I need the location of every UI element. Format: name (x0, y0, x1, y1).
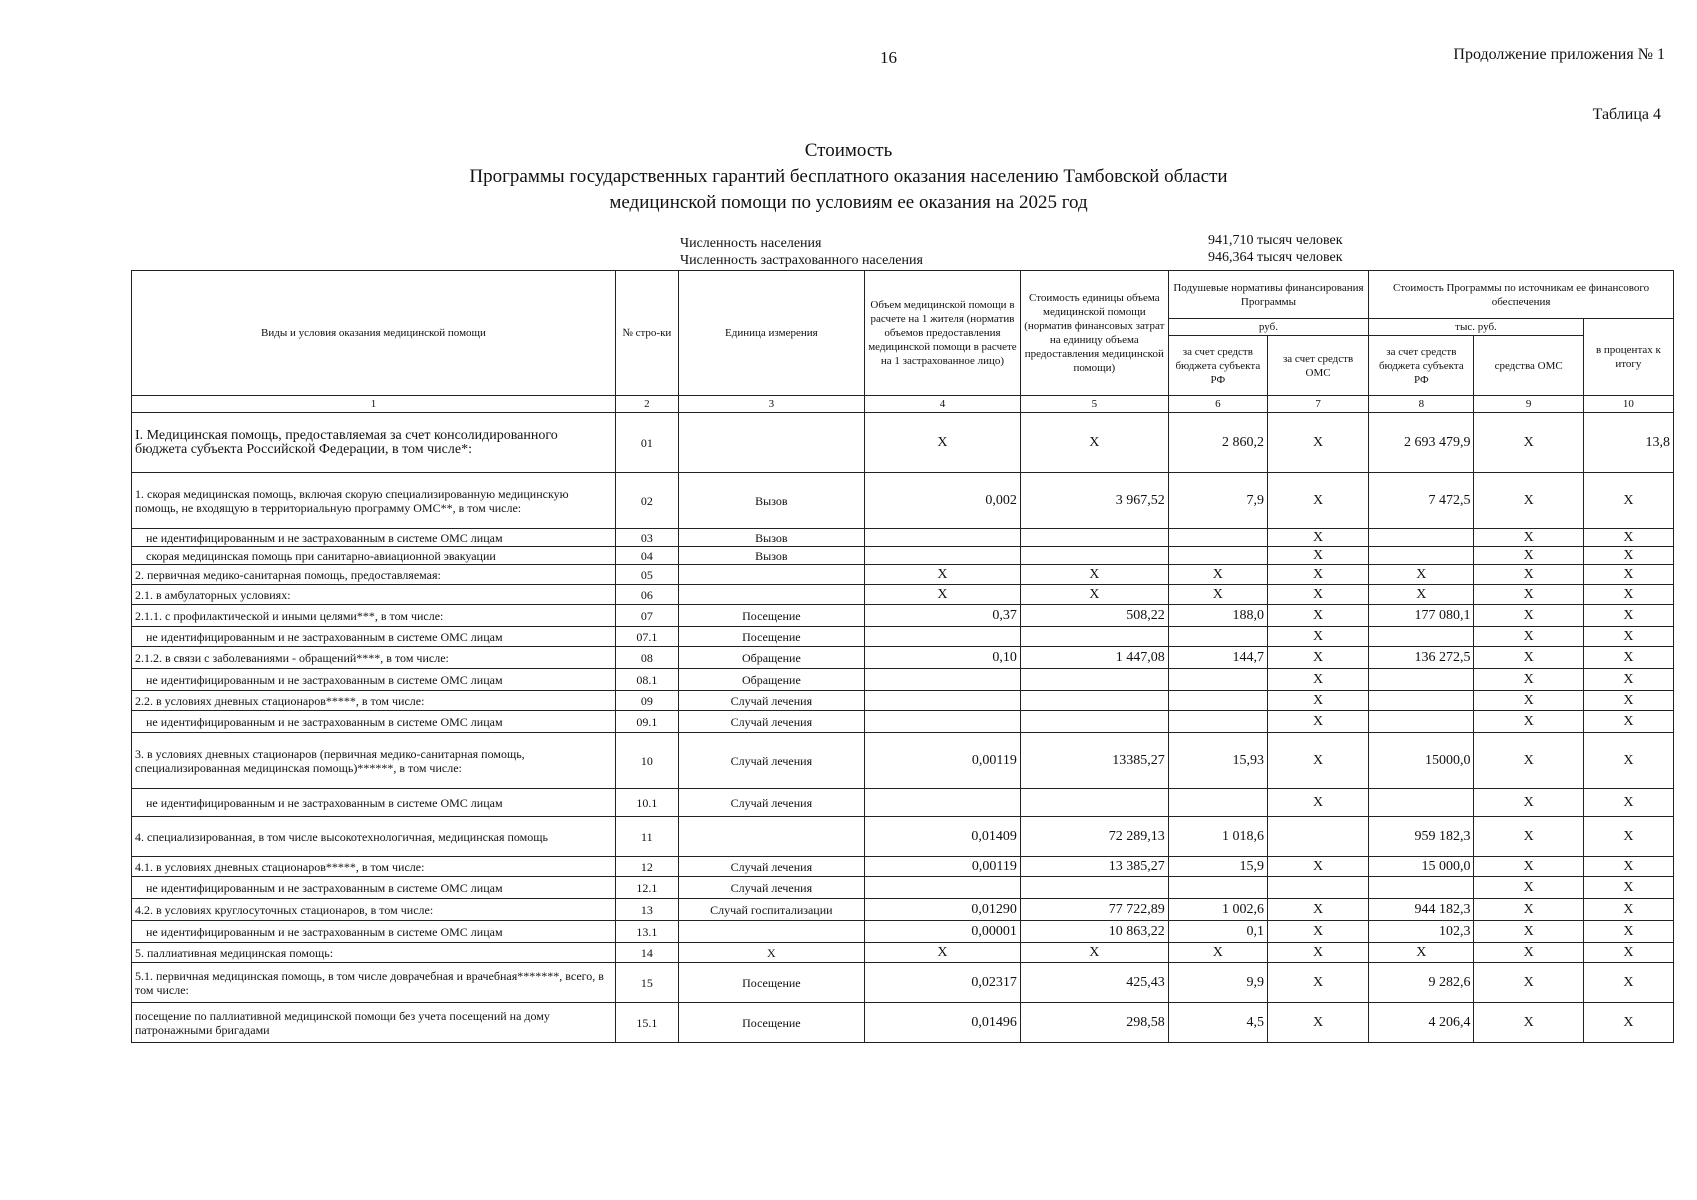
cell-c10: X (1583, 565, 1673, 585)
cell-c10: X (1583, 817, 1673, 857)
cell-c10: X (1583, 547, 1673, 565)
cell-c6: 9,9 (1168, 963, 1267, 1003)
cell-c5: X (1020, 943, 1168, 963)
col-number: 7 (1267, 396, 1368, 413)
cell-c5: 425,43 (1020, 963, 1168, 1003)
cell-c7: X (1267, 669, 1368, 691)
cell-c8: 177 080,1 (1369, 605, 1474, 627)
col-group-per-capita: Подушевые нормативы финансирования Программы (1168, 271, 1368, 319)
cell-c9: X (1474, 605, 1583, 627)
cell-c4: X (865, 413, 1021, 473)
cell-c4 (865, 669, 1021, 691)
col-number: 4 (865, 396, 1021, 413)
col-header-oms-per-capita: за счет средств ОМС (1267, 336, 1368, 396)
cell-c4: 0,00001 (865, 921, 1021, 943)
cell-c8: X (1369, 565, 1474, 585)
row-name: 4. специализированная, в том числе высокотехнологичная, медицинская помощь (132, 817, 616, 857)
cell-c6: 1 018,6 (1168, 817, 1267, 857)
table-row (132, 547, 1674, 565)
row-unit: Случай лечения (678, 711, 864, 733)
cell-c9: X (1474, 899, 1583, 921)
cell-c4: 0,37 (865, 605, 1021, 627)
cell-c7: X (1267, 963, 1368, 1003)
table-row (132, 647, 1674, 669)
cell-c10: X (1583, 647, 1673, 669)
cell-c8: 15000,0 (1369, 733, 1474, 789)
cell-c9: X (1474, 877, 1583, 899)
cell-c10: X (1583, 691, 1673, 711)
row-unit: Случай лечения (678, 857, 864, 877)
row-unit: Вызов (678, 529, 864, 547)
cell-c10: X (1583, 921, 1673, 943)
cell-c4: X (865, 585, 1021, 605)
cell-c9: X (1474, 691, 1583, 711)
cell-c9: X (1474, 789, 1583, 817)
cell-c4 (865, 529, 1021, 547)
cell-c9: X (1474, 733, 1583, 789)
cell-c8: 7 472,5 (1369, 473, 1474, 529)
table-row (132, 899, 1674, 921)
row-name: не идентифицированным и не застрахованным в системе ОМС лицам (132, 921, 616, 943)
cell-c10: X (1583, 789, 1673, 817)
row-unit: Посещение (678, 627, 864, 647)
cell-c4 (865, 789, 1021, 817)
cell-c7 (1267, 877, 1368, 899)
table-row (132, 857, 1674, 877)
table-row (132, 565, 1674, 585)
row-name: I. Медицинская помощь, предоставляемая за счет консолидированного бюджета субъекта Российской Федерации, в том числе*: (132, 413, 616, 473)
cell-c4: 0,002 (865, 473, 1021, 529)
row-name: 2.1.2. в связи с заболеваниями - обращений****, в том числе: (132, 647, 616, 669)
col-header-unit: Единица измерения (678, 271, 864, 396)
row-unit: Случай лечения (678, 789, 864, 817)
cell-c6: 1 002,6 (1168, 899, 1267, 921)
cell-c7: X (1267, 413, 1368, 473)
cell-c10: X (1583, 669, 1673, 691)
row-unit: Случай лечения (678, 733, 864, 789)
cell-c6: 2 860,2 (1168, 413, 1267, 473)
cell-c4 (865, 547, 1021, 565)
row-name: 5. паллиативная медицинская помощь: (132, 943, 616, 963)
row-name: не идентифицированным и не застрахованным в системе ОМС лицам (132, 877, 616, 899)
row-unit (678, 413, 864, 473)
cell-c4: 0,02317 (865, 963, 1021, 1003)
row-name: 4.2. в условиях круглосуточных стационаров, в том числе: (132, 899, 616, 921)
cell-c4: 0,00119 (865, 857, 1021, 877)
cell-c10: X (1583, 711, 1673, 733)
cell-c8 (1369, 529, 1474, 547)
row-name: не идентифицированным и не застрахованным в системе ОМС лицам (132, 711, 616, 733)
row-number: 07 (615, 605, 678, 627)
col-header-unit-cost: Стоимость единицы объема медицинской помощи (норматив финансовых затрат на единицу объема предоставления медицинской помощи) (1020, 271, 1168, 396)
cell-c9: X (1474, 857, 1583, 877)
cell-c6: 4,5 (1168, 1003, 1267, 1043)
document-subtitle-line1: Программы государственных гарантий бесплатного оказания населению Тамбовской области (469, 166, 1228, 187)
table-row (132, 585, 1674, 605)
cell-c4 (865, 877, 1021, 899)
cell-c7: X (1267, 711, 1368, 733)
col-number: 3 (678, 396, 864, 413)
cell-c9: X (1474, 413, 1583, 473)
document-subtitle-line2: медицинской помощи по условиям ее оказания на 2025 год (609, 192, 1088, 213)
cell-c7: X (1267, 547, 1368, 565)
cell-c6 (1168, 789, 1267, 817)
row-name: 4.1. в условиях дневных стационаров*****, в том числе: (132, 857, 616, 877)
cell-c8: X (1369, 943, 1474, 963)
cell-c5: 10 863,22 (1020, 921, 1168, 943)
cell-c9: X (1474, 1003, 1583, 1043)
cell-c4 (865, 691, 1021, 711)
cell-c8 (1369, 691, 1474, 711)
cell-c7: X (1267, 943, 1368, 963)
cell-c6 (1168, 627, 1267, 647)
col-number: 5 (1020, 396, 1168, 413)
page-number: 16 (880, 48, 897, 67)
cell-c5: 508,22 (1020, 605, 1168, 627)
row-number: 01 (615, 413, 678, 473)
table-row (132, 921, 1674, 943)
table-row (132, 669, 1674, 691)
cell-c6: 7,9 (1168, 473, 1267, 529)
cell-c6: 188,0 (1168, 605, 1267, 627)
row-number: 07.1 (615, 627, 678, 647)
row-unit: Обращение (678, 647, 864, 669)
cell-c5: 1 447,08 (1020, 647, 1168, 669)
cell-c7: X (1267, 529, 1368, 547)
cell-c6: 0,1 (1168, 921, 1267, 943)
row-unit: Случай лечения (678, 691, 864, 711)
cell-c8 (1369, 669, 1474, 691)
row-number: 10.1 (615, 789, 678, 817)
row-unit (678, 565, 864, 585)
cell-c9: X (1474, 627, 1583, 647)
row-name: 1. скорая медицинская помощь, включая скорую специализированную медицинскую помощь, не входящую в территориальную программу ОМС**, в том числе: (132, 473, 616, 529)
cell-c4: X (865, 943, 1021, 963)
cell-c6 (1168, 877, 1267, 899)
row-name: не идентифицированным и не застрахованным в системе ОМС лицам (132, 669, 616, 691)
cell-c5: X (1020, 585, 1168, 605)
row-name: 2. первичная медико-санитарная помощь, предоставляемая: (132, 565, 616, 585)
cell-c8 (1369, 547, 1474, 565)
cell-c4 (865, 711, 1021, 733)
cell-c8 (1369, 877, 1474, 899)
cell-c10: 13,8 (1583, 413, 1673, 473)
cell-c5 (1020, 691, 1168, 711)
row-name: 2.2. в условиях дневных стационаров*****, в том числе: (132, 691, 616, 711)
cell-c10: X (1583, 857, 1673, 877)
cell-c9: X (1474, 817, 1583, 857)
col-header-budget-cost: за счет средств бюджета субъекта РФ (1369, 336, 1474, 396)
cell-c7: X (1267, 647, 1368, 669)
cell-c7: X (1267, 565, 1368, 585)
cell-c7: X (1267, 857, 1368, 877)
cell-c8: 15 000,0 (1369, 857, 1474, 877)
table-row (132, 605, 1674, 627)
table-row (132, 963, 1674, 1003)
cell-c7: X (1267, 733, 1368, 789)
cell-c5: X (1020, 565, 1168, 585)
table-row (132, 691, 1674, 711)
row-name: 2.1.1. с профилактической и иными целями***, в том числе: (132, 605, 616, 627)
cost-table (131, 270, 1674, 1043)
col-number: 9 (1474, 396, 1583, 413)
cell-c7 (1267, 817, 1368, 857)
row-number: 15.1 (615, 1003, 678, 1043)
cell-c4: X (865, 565, 1021, 585)
table-row (132, 733, 1674, 789)
row-name: посещение по паллиативной медицинской помощи без учета посещений на дому патронажными бригадами (132, 1003, 616, 1043)
row-number: 06 (615, 585, 678, 605)
col-number: 2 (615, 396, 678, 413)
table-row (132, 1003, 1674, 1043)
cell-c7: X (1267, 789, 1368, 817)
cell-c8: 9 282,6 (1369, 963, 1474, 1003)
cell-c5 (1020, 627, 1168, 647)
cell-c7: X (1267, 1003, 1368, 1043)
cell-c9: X (1474, 647, 1583, 669)
cell-c8 (1369, 627, 1474, 647)
cell-c10: X (1583, 1003, 1673, 1043)
cell-c7: X (1267, 585, 1368, 605)
col-header-budget-per-capita: за счет средств бюджета субъекта РФ (1168, 336, 1267, 396)
cell-c4: 0,01409 (865, 817, 1021, 857)
cell-c5: 72 289,13 (1020, 817, 1168, 857)
cell-c10: X (1583, 733, 1673, 789)
cell-c5 (1020, 669, 1168, 691)
cell-c10: X (1583, 963, 1673, 1003)
row-number: 08 (615, 647, 678, 669)
row-number: 03 (615, 529, 678, 547)
col-number: 10 (1583, 396, 1673, 413)
row-unit: X (678, 943, 864, 963)
cell-c5: 13385,27 (1020, 733, 1168, 789)
row-number: 14 (615, 943, 678, 963)
table-row (132, 711, 1674, 733)
table-row (132, 943, 1674, 963)
cell-c5: 77 722,89 (1020, 899, 1168, 921)
table-row (132, 627, 1674, 647)
cell-c6 (1168, 669, 1267, 691)
cell-c8: 959 182,3 (1369, 817, 1474, 857)
cell-c10: X (1583, 473, 1673, 529)
row-number: 09.1 (615, 711, 678, 733)
col-header-volume: Объем медицинской помощи в расчете на 1 жителя (норматив объемов предоставления медицинской помощи в расчете на 1 застрахованное лицо) (865, 271, 1021, 396)
cell-c10: X (1583, 943, 1673, 963)
row-name: скорая медицинская помощь при санитарно-авиационной эвакуации (132, 547, 616, 565)
row-number: 02 (615, 473, 678, 529)
row-unit (678, 817, 864, 857)
row-unit: Случай лечения (678, 877, 864, 899)
row-number: 13 (615, 899, 678, 921)
cell-c9: X (1474, 711, 1583, 733)
cell-c10: X (1583, 585, 1673, 605)
table-row (132, 413, 1674, 473)
cell-c10: X (1583, 627, 1673, 647)
table-row (132, 877, 1674, 899)
col-unit-rub: руб. (1168, 319, 1368, 336)
cell-c4: 0,00119 (865, 733, 1021, 789)
cell-c7: X (1267, 627, 1368, 647)
table-label: Таблица 4 (1592, 106, 1661, 123)
cell-c10: X (1583, 877, 1673, 899)
cell-c4 (865, 627, 1021, 647)
cell-c10: X (1583, 605, 1673, 627)
cell-c6 (1168, 547, 1267, 565)
cell-c8: 4 206,4 (1369, 1003, 1474, 1043)
row-unit: Вызов (678, 547, 864, 565)
cell-c6: 15,93 (1168, 733, 1267, 789)
col-number: 8 (1369, 396, 1474, 413)
cell-c9: X (1474, 529, 1583, 547)
cell-c9: X (1474, 473, 1583, 529)
table-row (132, 473, 1674, 529)
cell-c7: X (1267, 691, 1368, 711)
col-number: 6 (1168, 396, 1267, 413)
cell-c10: X (1583, 899, 1673, 921)
cell-c8 (1369, 789, 1474, 817)
cell-c8: X (1369, 585, 1474, 605)
row-number: 08.1 (615, 669, 678, 691)
cell-c9: X (1474, 669, 1583, 691)
cell-c8: 136 272,5 (1369, 647, 1474, 669)
cell-c5: 298,58 (1020, 1003, 1168, 1043)
cell-c6 (1168, 529, 1267, 547)
row-number: 15 (615, 963, 678, 1003)
col-group-program-cost: Стоимость Программы по источникам ее финансового обеспечения (1369, 271, 1674, 319)
row-name: 5.1. первичная медицинская помощь, в том числе доврачебная и врачебная*******, всего, в том числе: (132, 963, 616, 1003)
row-unit: Посещение (678, 963, 864, 1003)
cell-c5: 3 967,52 (1020, 473, 1168, 529)
appendix-label: Продолжение приложения № 1 (1453, 46, 1665, 63)
cell-c9: X (1474, 963, 1583, 1003)
row-name: 3. в условиях дневных стационаров (первичная медико-санитарная помощь, специализированная медицинская помощь)******, в том числе: (132, 733, 616, 789)
cell-c5: 13 385,27 (1020, 857, 1168, 877)
document-title: Стоимость (804, 140, 893, 161)
col-unit-thousand-rub: тыс. руб. (1369, 319, 1584, 336)
cell-c6: X (1168, 565, 1267, 585)
row-number: 05 (615, 565, 678, 585)
cell-c7: X (1267, 921, 1368, 943)
cell-c5 (1020, 789, 1168, 817)
row-name: не идентифицированным и не застрахованным в системе ОМС лицам (132, 627, 616, 647)
row-name: не идентифицированным и не застрахованным в системе ОМС лицам (132, 529, 616, 547)
cell-c5 (1020, 529, 1168, 547)
row-unit: Вызов (678, 473, 864, 529)
cell-c9: X (1474, 943, 1583, 963)
row-number: 11 (615, 817, 678, 857)
cell-c5 (1020, 547, 1168, 565)
cell-c7: X (1267, 899, 1368, 921)
cell-c4: 0,01290 (865, 899, 1021, 921)
cell-c6: X (1168, 585, 1267, 605)
cell-c5 (1020, 877, 1168, 899)
row-number: 10 (615, 733, 678, 789)
row-name: 2.1. в амбулаторных условиях: (132, 585, 616, 605)
cell-c9: X (1474, 585, 1583, 605)
cell-c9: X (1474, 921, 1583, 943)
population-value: 941,710 тысяч человек (1208, 233, 1343, 248)
cell-c5: X (1020, 413, 1168, 473)
cell-c6: 15,9 (1168, 857, 1267, 877)
cell-c6 (1168, 691, 1267, 711)
col-number: 1 (132, 396, 616, 413)
row-number: 04 (615, 547, 678, 565)
row-unit (678, 585, 864, 605)
table-row (132, 789, 1674, 817)
cell-c5 (1020, 711, 1168, 733)
table-row (132, 817, 1674, 857)
insured-population-label: Численность застрахованного населения (680, 253, 923, 268)
cell-c4: 0,01496 (865, 1003, 1021, 1043)
row-unit: Посещение (678, 605, 864, 627)
cell-c8 (1369, 711, 1474, 733)
col-header-types: Виды и условия оказания медицинской помощи (132, 271, 616, 396)
row-number: 09 (615, 691, 678, 711)
cell-c8: 2 693 479,9 (1369, 413, 1474, 473)
cell-c6: X (1168, 943, 1267, 963)
cell-c9: X (1474, 547, 1583, 565)
population-label: Численность населения (680, 236, 822, 251)
cell-c9: X (1474, 565, 1583, 585)
cell-c4: 0,10 (865, 647, 1021, 669)
row-number: 13.1 (615, 921, 678, 943)
row-name: не идентифицированным и не застрахованным в системе ОМС лицам (132, 789, 616, 817)
row-number: 12 (615, 857, 678, 877)
cell-c6: 144,7 (1168, 647, 1267, 669)
row-unit (678, 921, 864, 943)
cell-c6 (1168, 711, 1267, 733)
row-unit: Случай госпитализации (678, 899, 864, 921)
col-header-oms-cost: средства ОМС (1474, 336, 1583, 396)
table-row (132, 529, 1674, 547)
col-header-percent: в процентах к итогу (1583, 319, 1673, 396)
cell-c10: X (1583, 529, 1673, 547)
col-header-row-number: № стро-ки (615, 271, 678, 396)
insured-population-value: 946,364 тысяч человек (1208, 250, 1343, 265)
row-number: 12.1 (615, 877, 678, 899)
cell-c8: 944 182,3 (1369, 899, 1474, 921)
cell-c7: X (1267, 605, 1368, 627)
cell-c8: 102,3 (1369, 921, 1474, 943)
cell-c7: X (1267, 473, 1368, 529)
row-unit: Посещение (678, 1003, 864, 1043)
row-unit: Обращение (678, 669, 864, 691)
